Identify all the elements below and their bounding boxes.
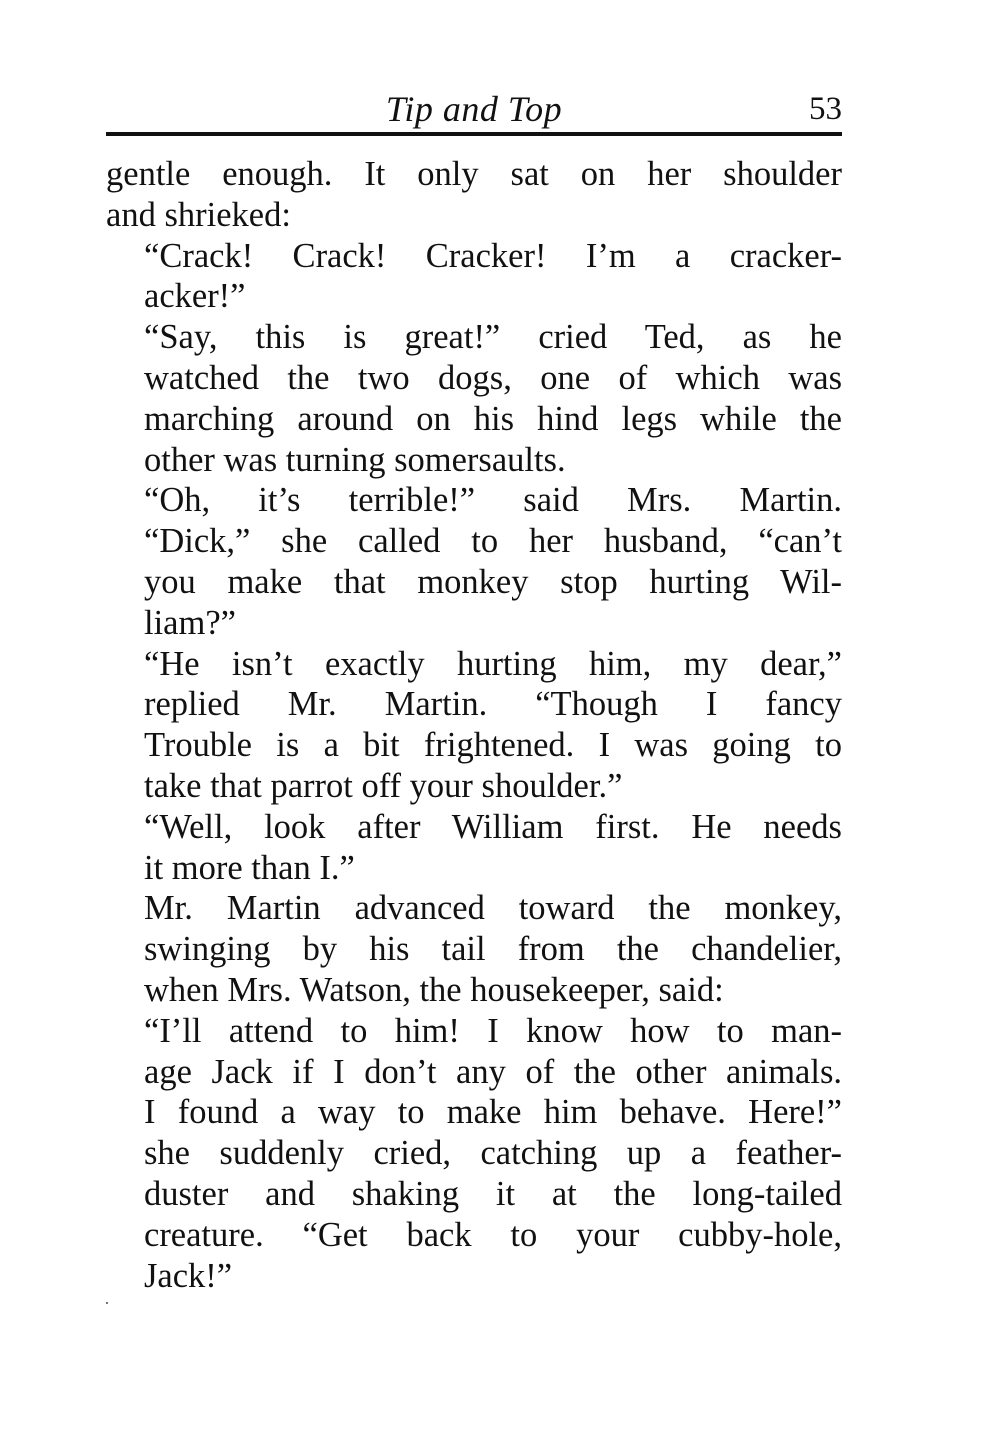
text-line: replied Mr. Martin. “Though I fancy: [144, 685, 842, 724]
paragraph: [106, 480, 842, 643]
running-title: Tip and Top: [385, 89, 563, 129]
text-line: Trouble is a bit frightened. I was going to: [144, 726, 842, 765]
text-line: age Jack if I don’t any of the other animals.: [144, 1052, 842, 1091]
text-line: marching around on his hind legs while the: [144, 399, 842, 438]
text-line: “Crack! Crack! Cracker! I’m a cracker-: [144, 236, 842, 275]
text-line: “Dick,” she called to her husband, “can’t: [144, 522, 842, 561]
paragraph: [106, 807, 842, 889]
paragraph: [106, 644, 842, 807]
text-line: she suddenly cried, catching up a feather-: [144, 1134, 842, 1173]
text-line: “I’ll attend to him! I know how to man-: [144, 1011, 842, 1050]
text-line: watched the two dogs, one of which was: [144, 358, 842, 397]
print-speck: [106, 1302, 108, 1304]
text-line: I found a way to make him behave. Here!”: [144, 1093, 842, 1132]
body-text: [106, 154, 842, 1296]
paragraph: [106, 888, 842, 1010]
paragraph: [106, 154, 842, 236]
text-line: take that parrot off your shoulder.”: [144, 766, 623, 805]
paragraph: [106, 1011, 842, 1297]
text-line: Mr. Martin advanced toward the monkey,: [144, 889, 842, 928]
paragraph: [106, 236, 842, 318]
text-line: acker!”: [144, 277, 246, 316]
text-line: other was turning somersaults.: [144, 440, 566, 479]
header-rule: [106, 132, 842, 136]
running-header: [106, 86, 842, 132]
text-line: you make that monkey stop hurting Wil-: [144, 562, 842, 601]
text-line: duster and shaking it at the long-tailed: [144, 1174, 842, 1213]
text-line: Jack!”: [144, 1256, 233, 1295]
text-line: gentle enough. It only sat on her shoulder: [106, 155, 842, 193]
paragraph: [106, 317, 842, 480]
text-line: “Say, this is great!” cried Ted, as he: [144, 318, 842, 357]
text-line: swinging by his tail from the chandelier,: [144, 930, 842, 969]
text-line: and shrieked:: [106, 195, 291, 234]
page-number: 53: [809, 91, 842, 127]
text-line: liam?”: [144, 603, 236, 642]
text-line: “He isn’t exactly hurting him, my dear,”: [144, 644, 842, 683]
text-line: when Mrs. Watson, the housekeeper, said:: [144, 970, 724, 1009]
text-line: “Well, look after William first. He needs: [144, 807, 842, 846]
text-line: it more than I.”: [144, 848, 355, 887]
text-line: “Oh, it’s terrible!” said Mrs. Martin.: [144, 481, 842, 520]
text-line: creature. “Get back to your cubby-hole,: [144, 1215, 842, 1254]
